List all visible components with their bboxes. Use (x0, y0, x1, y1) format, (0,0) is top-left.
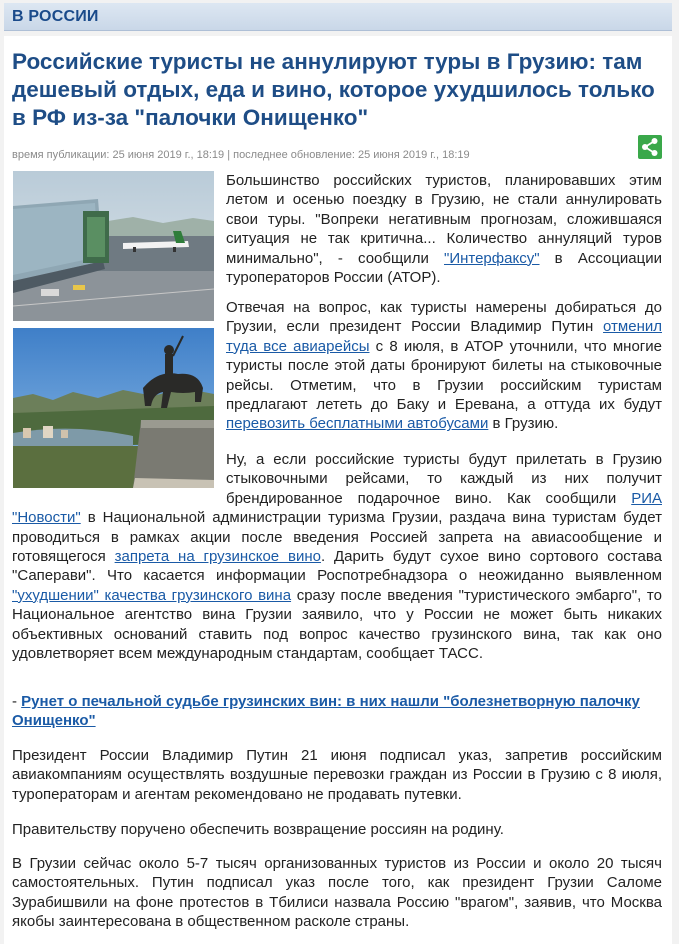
paragraph-2: Отвечая на вопрос, как туристы намерены добираться до Грузии, если президент России Владимир Путин отменил туда все авиарейсы с 8 июля, в АТОР уточнили, что многие туристы после этой даты бронируют билеты на стыковочные рейсы. Отметим, что в Грузии российским туристам предлагают лететь до Баку и Еревана, а оттуда их будут перевозить бесплатными автобусами в Грузию. (226, 299, 662, 433)
float-spacer (12, 450, 226, 490)
free-buses-link[interactable]: перевозить бесплатными автобусами (226, 415, 489, 433)
paragraph-5: Правительству поручено обеспечить возвращение россиян на родину. (12, 821, 504, 838)
share-button[interactable] (638, 135, 662, 159)
wine-quality-link[interactable]: "ухудшении" качества грузинского вина (12, 586, 292, 604)
related-article: - Рунет о печальной судьбе грузинских вин: в них нашли "болезнетворную палочку Онищенко" (12, 693, 640, 730)
paragraph-3: Ну, а если российские туристы будут прилетать в Грузию стыковочными рейсами, то каждый из них получит брендированное подарочное вино. Как сообщили РИА "Новости" в Национальной администрации туризма Грузии, раздача вина туристам будет проводиться в рамках акции после введения Россией запрета на авиасообщение и готовящегося запрета на грузинское вино. Дарить будут сухое вино сортового состава "Саперави". Что касается информации Роспотребнадзора о неожиданно выявленном "ухудшении" качества грузинского вина сразу после введения "туристического эмбарго", то Национальное агентство вина Грузии заявило, что у России не может быть никаких объективных оснований ставить под вопрос качество грузинского вина, так как оно удовлетворяет всем международным стандартам, сообщает ТАСС. (12, 451, 662, 663)
publication-meta: время публикации: 25 июня 2019 г., 18:19 | последнее обновление: 25 июня 2019 г., 18:19 (12, 149, 470, 161)
paragraph-4: Президент России Владимир Путин 21 июня подписал указ, запретив российским авиакомпаниям осуществлять воздушные перевозки граждан из России в Грузию с 8 июля, туроператорам и агентам рекомендовано не продавать путевки. (12, 747, 662, 803)
article (4, 36, 672, 944)
paragraph-1: Большинство российских туристов, планировавших этим летом и осенью поездку в Грузию, не стали аннулировать свои туры. "Вопреки негативным прогнозам, сложившаяся ситуация не так критична... Количество аннуляций туров минимально", - сообщили "Интерфаксу" в Ассоциации туроператоров России (АТОР). (226, 172, 662, 287)
paragraph-6: В Грузии сейчас около 5-7 тысяч организованных туристов из России и около 20 тысяч самостоятельных. Путин подписал указ после того, как президент Грузии Саломе Зурабишвили на фоне протестов в Тбилиси назвала Россию "врагом", заявив, что Москва якобы заинтересована в общественном расколе страны. (12, 855, 662, 931)
share-icon (638, 135, 662, 159)
wine-ban-link[interactable]: запрета на грузинское вино (114, 548, 321, 566)
related-article-link[interactable]: Рунет о печальной судьбе грузинских вин: в них нашли "болезнетворную палочку Онищенко" (12, 693, 640, 730)
flights-cancelled-link[interactable]: отменил туда все авиарейсы (226, 318, 662, 355)
section-title[interactable]: В РОССИИ (12, 8, 99, 25)
ria-novosti-link[interactable]: РИА "Новости" (12, 489, 662, 527)
airport-photo (13, 171, 214, 321)
interfax-link[interactable]: "Интерфаксу" (444, 249, 540, 267)
article-headline: Российские туристы не аннулируют туры в Грузию: там дешевый отдых, еда и вино, которое ухудшилось только в РФ из-за "палочки Онищенко" (12, 49, 655, 130)
section-header[interactable] (4, 3, 672, 31)
